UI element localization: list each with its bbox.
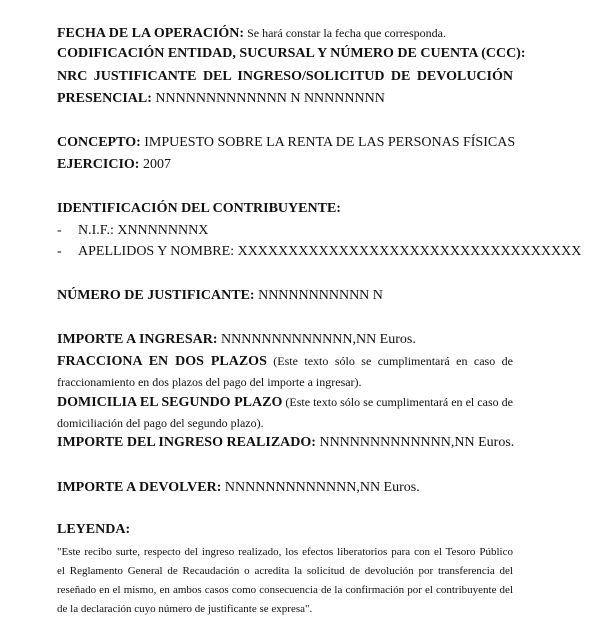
nrc-line2 (57, 90, 385, 108)
importe-devolver-line (57, 479, 420, 497)
leyenda-line: de la declaración cuyo número de justificante se expresa". (57, 603, 313, 615)
importe-realizado-line (57, 434, 514, 452)
leyenda-heading: LEYENDA: (57, 522, 131, 537)
importe-devolver-value: NNNNNNNNNNNNN,NN Euros. (221, 480, 420, 495)
ejercicio-value: 2007 (139, 157, 171, 172)
fracciona-text1: (Este texto sólo se cumplimentará en caso de (266, 354, 513, 368)
fracciona-line1 (57, 352, 513, 370)
concepto-line (57, 134, 515, 152)
numero-justificante-value: NNNNNNNNNNN N (254, 288, 383, 303)
list-bullet: - (57, 223, 62, 238)
apellidos-nombre-text: APELLIDOS Y NOMBRE: XXXXXXXXXXXXXXXXXXXXXXXXXXXXXXXXXX (78, 244, 582, 259)
domicilia-label: DOMICILIA EL SEGUNDO PLAZO (57, 395, 283, 410)
domicilia-text1: (Este texto sólo se cumplimentará en el caso de (282, 395, 513, 409)
numero-justificante-label: NÚMERO DE JUSTIFICANTE: (57, 288, 255, 303)
fecha-label: FECHA DE LA OPERACIÓN: (57, 26, 245, 41)
nif-text: N.I.F.: XNNNNNNNX (78, 223, 209, 238)
leyenda-line: "Este recibo surte, respecto del ingreso realizado, los efectos liberatorios para con el Tesoro Público (57, 546, 513, 558)
nrc-value: NNNNNNNNNNNNN N NNNNNNNN (151, 91, 385, 106)
list-bullet: - (57, 244, 62, 259)
importe-ingresar-value: NNNNNNNNNNNNN,NN Euros. (217, 332, 416, 347)
nrc-line1: NRC JUSTIFICANTE DEL INGRESO/SOLICITUD DE DEVOLUCIÓN (57, 69, 513, 84)
importe-ingresar-line (57, 331, 416, 349)
fracciona-text2: fraccionamiento en dos plazos del pago del importe a ingresar). (57, 375, 362, 389)
fecha-text: Se hará constar la fecha que corresponda. (244, 26, 446, 40)
domicilia-text2: domiciliación del pago del segundo plazo). (57, 416, 264, 430)
concepto-value: IMPUESTO SOBRE LA RENTA DE LAS PERSONAS FÍSICAS (140, 135, 516, 150)
fecha-line (57, 24, 446, 43)
leyenda-line: reseñado en el mismo, en ambos casos como consecuencia de la confirmación por el contribuyente del (57, 584, 513, 596)
importe-ingresar-label: IMPORTE A INGRESAR: (57, 332, 218, 347)
domicilia-line1 (57, 393, 513, 411)
fracciona-label: FRACCIONA EN DOS PLAZOS (57, 354, 267, 369)
importe-realizado-label: IMPORTE DEL INGRESO REALIZADO: (57, 435, 316, 450)
concepto-label: CONCEPTO: (57, 135, 141, 150)
numero-justificante-line (57, 287, 383, 305)
codificacion-label: CODIFICACIÓN ENTIDAD, SUCURSAL Y NÚMERO DE CUENTA (CCC): (57, 46, 526, 61)
importe-devolver-label: IMPORTE A DEVOLVER: (57, 480, 222, 495)
leyenda-line: el Reglamento General de Recaudación o acredita la solicitud de devolución por transferencia del (57, 565, 513, 577)
importe-realizado-value: NNNNNNNNNNNNN,NN Euros. (315, 435, 515, 450)
identificacion-heading: IDENTIFICACIÓN DEL CONTRIBUYENTE: (57, 201, 341, 216)
ejercicio-line (57, 156, 171, 174)
nrc-label: PRESENCIAL: (57, 91, 152, 106)
ejercicio-label: EJERCICIO: (57, 157, 140, 172)
